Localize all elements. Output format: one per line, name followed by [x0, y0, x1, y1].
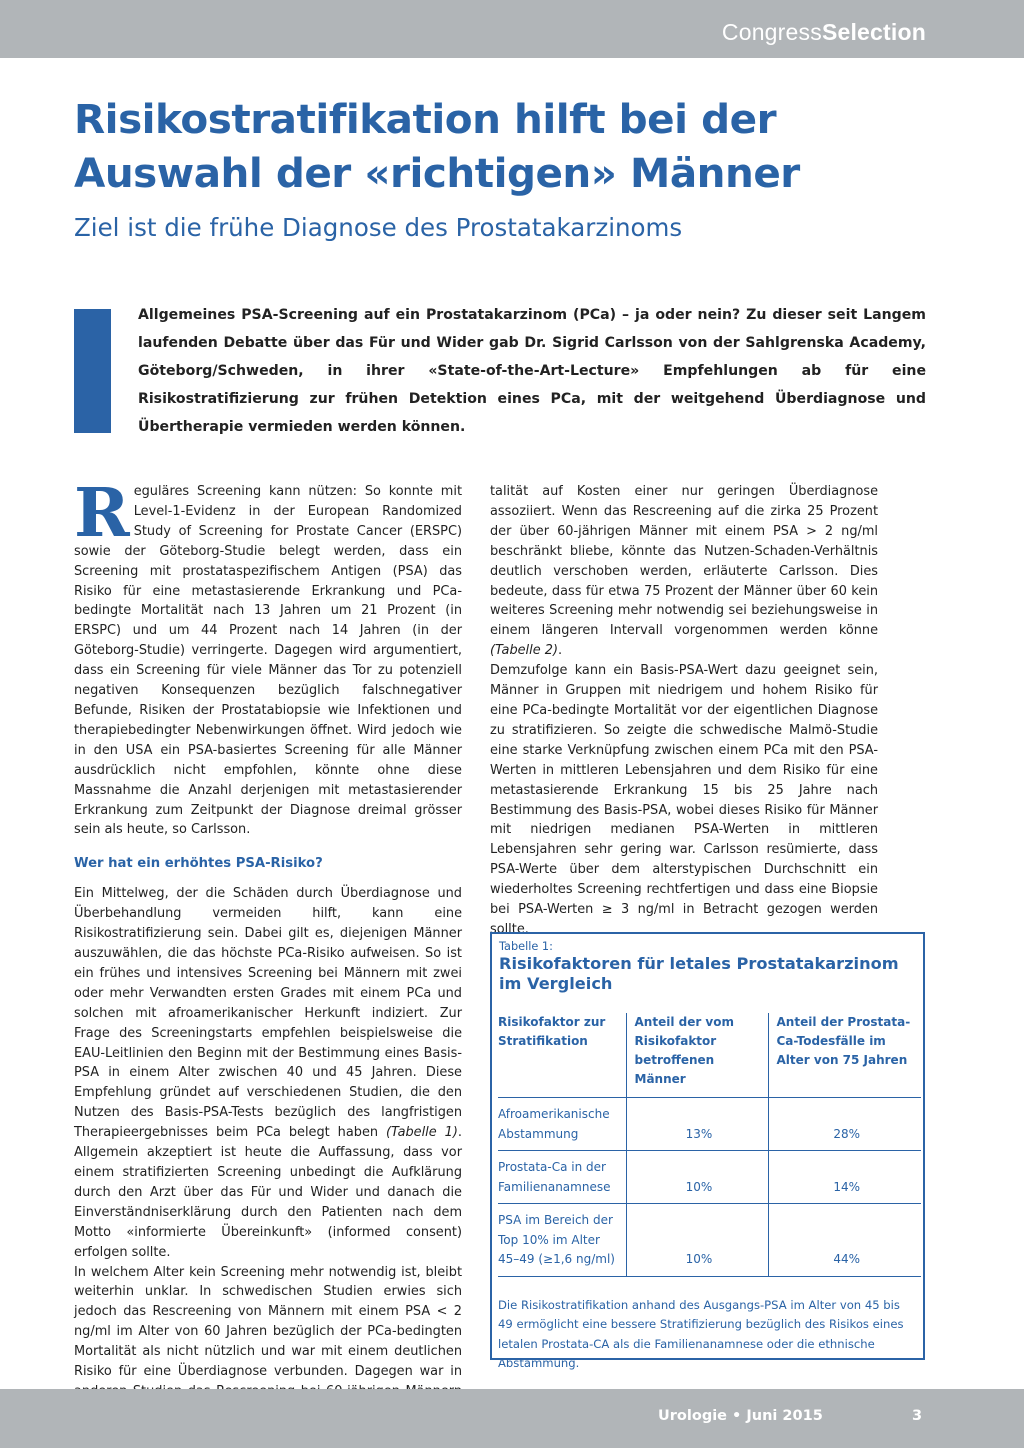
- publication-info: Urologie • Juni 2015: [658, 1408, 823, 1424]
- article-title: Risikostratifikation hilft bei der Auswahl der «richtigen» Männer: [74, 95, 800, 197]
- brand-light: Congress: [721, 19, 822, 45]
- paragraph-text: talität auf Kosten einer nur geringen Überdiagnose assoziiert. Wenn das Rescreening auf die zirka 25 Prozent der über 60-jährigen Männer mit einem PSA > 2 ng/ml beschränkt bliebe, könnte das Nutzen-Schaden-Verhältnis deutlich verschoben werden, erläuterte Carlsson. Dies bedeute, dass für etwa 75 Prozent der Männer über 60 kein weiteres Screening mehr notwendig sei beziehungsweise in einem längeren Intervall vorgenommen werden könne: [490, 484, 878, 639]
- lead-initial-bar: [74, 309, 111, 433]
- paragraph: [74, 884, 462, 1262]
- table-row: [498, 1098, 921, 1151]
- table-cell: Prostata-Ca in der Familienanamnese: [498, 1151, 626, 1204]
- risk-table: [498, 1013, 921, 1277]
- dropcap: R: [74, 473, 130, 552]
- paragraph: Demzufolge kann ein Basis-PSA-Wert dazu geeignet sein, Männer in Gruppen mit niedrigem und hohem Risiko für eine PCa-bedingte Mortalität vor der eigentlichen Diagnose zu stratifizieren. So zeigte die schwedische Malmö-Studie eine starke Verknüpfung zwischen einem PCa mit den PSA-Werten in mittleren Lebensjahren und dem Risiko für eine metastasierende Erkrankung 15 bis 25 Jahre nach Bestimmung des Basis-PSA, wobei dieses Risiko für Männer mit niedrigen medianen PSA-Werten in mittleren Lebensjahren sehr gering war. Carlsson resümierte, dass PSA-Werte über dem alterstypischen Durchschnitt ein wiederholtes Screening rechtfertigen und dass eine Biopsie bei PSA-Werten ≥ 3 ng/ml in Betracht gezogen werden sollte.: [490, 663, 878, 937]
- brand-logo: [722, 19, 926, 46]
- text-column-left: [74, 473, 462, 1442]
- brand-bold: Selection: [821, 19, 926, 45]
- table-cell: Afroamerikanische Abstammung: [498, 1098, 626, 1151]
- table-header-cell: Anteil der vom Risikofaktor betroffenen Männer: [626, 1013, 768, 1098]
- footer-bar: [0, 1389, 1024, 1448]
- table-header-cell: Anteil der Prostata-Ca-Todesfälle im Alter von 75 Jahren: [768, 1013, 921, 1098]
- table-cell: 14%: [768, 1151, 921, 1204]
- text-column-right: [490, 482, 878, 940]
- paragraph: [490, 482, 878, 661]
- table-cell: 10%: [626, 1151, 768, 1204]
- table-cell: 10%: [626, 1204, 768, 1277]
- table-row: [498, 1151, 921, 1204]
- article-subtitle: Ziel ist die frühe Diagnose des Prostatakarzinoms: [74, 213, 683, 242]
- table-header-row: [498, 1013, 921, 1098]
- table-row: [498, 1204, 921, 1277]
- table-reference: (Tabelle 1): [386, 1125, 458, 1141]
- table-cell: 13%: [626, 1098, 768, 1151]
- table-cell: 28%: [768, 1098, 921, 1151]
- paragraph: [74, 473, 462, 840]
- paragraph-text: eguläres Screening kann nützen: So konnte mit Level-1-Evidenz in der European Randomized Study of Screening for Prostate Cancer (ERSPC) sowie der Göteborg-Studie belegt werden, dass ein Screening mit prostataspezifischem Antigen (PSA) das Risiko für eine metastasierende Erkrankung und PCa-bedingte Mortalität nach 13 Jahren um 21 Prozent (in ERSPC) und um 44 Prozent nach 14 Jahren (in der Göteborg-Studie) verringerte. Dagegen wird argumentiert, dass ein Screening für viele Männer das Tor zu potenziell negativen Konsequenzen bezüglich falschnegativer Befunde, Risiken der Prostatabiopsie wie Infektionen und therapiebedingter Nebenwirkungen öffnet. Wird jedoch wie in den USA ein PSA-basiertes Screening für alle Männer ausdrücklich nicht empfohlen, könnte ohne diese Massnahme die Anzahl derjenigen mit metastasierender Erkrankung zum Zeitpunkt der Diagnose dreimal grösser sein als heute, so Carlsson.: [74, 484, 462, 838]
- table-label: Tabelle 1:: [499, 940, 553, 953]
- paragraph-text: . Allgemein akzeptiert ist heute die Auffassung, dass vor einem stratifizierten Screening unbedingt die Aufklärung durch den Arzt über das Für und Wider und danach die Einverständniserklärung durch den Patienten nach dem Motto «informierte Übereinkunft» (informed consent) erfolgen sollte.: [74, 1125, 462, 1260]
- table-cell: 44%: [768, 1204, 921, 1277]
- lead-paragraph: Allgemeines PSA-Screening auf ein Prostatakarzinom (PCa) – ja oder nein? Zu dieser seit Langem laufenden Debatte über das Für und Wider gab Dr. Sigrid Carlsson von der Sahlgrenska Academy, Göteborg/Schweden, in ihrer «State-of-the-Art-Lecture» Empfehlungen ab für eine Risikostratifizierung zur frühen Detektion eines PCa, mit der weitgehend Überdiagnose und Übertherapie vermieden werden können.: [138, 307, 926, 435]
- table-header-cell: Risikofaktor zur Stratifikation: [498, 1013, 626, 1098]
- header-bar: [0, 0, 1024, 58]
- paragraph: In welchem Alter kein Screening mehr notwendig ist, bleibt weiterhin unklar. In schwedischen Studien erwies sich jedoch das Rescreening von Männern mit einem PSA < 2 ng/ml im Alter von 60 Jahren bezüglich der PCa-bedingten Mortalität als nicht nützlich und war mit einem deutlichen Risiko für eine Überdiagnose verbunden. Dagegen war in: [74, 1264, 462, 1380]
- page-number: 3: [912, 1408, 923, 1424]
- paragraph-text: Ein Mittelweg, der die Schäden durch Überdiagnose und Überbehandlung vermeiden hilft, kann eine Risikostratifizierung sein. Dabei gilt es, diejenigen Männer auszuwählen, die das höchste PCa-Risiko aufweisen. So ist ein frühes und intensives Screening bei Männern mit zwei oder mehr Verwandten ersten Grades mit einem PCa und solchen mit afroamerikanischer Herkunft indiziert. Zur Frage des Screeningstarts empfehlen beispielsweise die EAU-Leitlinien den Beginn mit der Bestimmung eines Basis-PSA in einem Alter zwischen 40 und 45 Jahren. Diese Empfehlung gründet auf verschiedenen Studien, die den Nutzen des Basis-PSA-Tests bezüglich des langfristigen Therapieergebnisses beim PCa belegt haben: [74, 886, 462, 1141]
- table-reference: (Tabelle 2): [490, 643, 558, 659]
- table-note: Die Risikostratifikation anhand des Ausgangs-PSA im Alter von 45 bis 49 ermöglicht eine bessere Stratifizierung bezüglich des Risikos eines letalen Prostata-CA als die Familienanamnese oder die ethnische Abstammung.: [498, 1297, 904, 1370]
- table-title: Risikofaktoren für letales Prostatakarzinom im Vergleich: [499, 954, 899, 993]
- table-cell: PSA im Bereich der Top 10% im Alter 45–49 (≥1,6 ng/ml): [498, 1204, 626, 1277]
- section-heading: Wer hat ein erhöhtes PSA-Risiko?: [74, 856, 323, 872]
- table-box: [490, 932, 925, 1370]
- paragraph-text: .: [557, 643, 563, 659]
